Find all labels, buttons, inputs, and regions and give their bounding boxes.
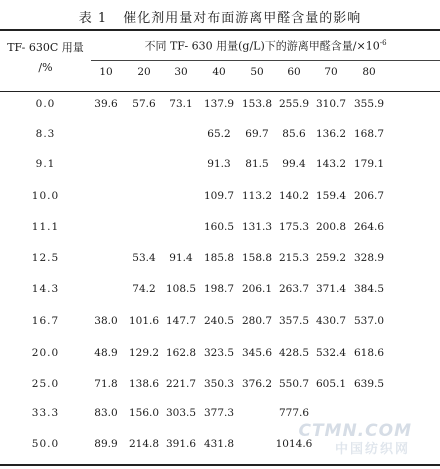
- dose-cell: 16.7: [31, 315, 60, 327]
- table-row: [0, 98, 440, 116]
- dose-cell: 33.3: [31, 407, 60, 419]
- header-sub-rule: [91, 60, 440, 61]
- table-row: [0, 190, 440, 208]
- value-cell: 129.2: [128, 347, 160, 359]
- dose-cell: 12.5: [31, 252, 60, 264]
- value-cell: 175.3: [278, 221, 310, 233]
- value-cell: 74.2: [132, 283, 156, 295]
- value-cell: 159.4: [315, 190, 347, 202]
- value-cell: 345.6: [241, 347, 273, 359]
- value-cell: 83.0: [94, 407, 118, 419]
- column-group-label: 不同 TF- 630 用量(g/L)下的游离甲醛含量/×10: [144, 39, 380, 53]
- dose-cell: 20.0: [31, 347, 60, 359]
- top-rule: [0, 29, 440, 31]
- value-cell: 214.8: [128, 438, 160, 450]
- value-cell: 221.7: [165, 378, 197, 390]
- value-cell: 215.3: [278, 252, 310, 264]
- value-cell: 428.5: [278, 347, 310, 359]
- value-cell: 108.5: [165, 283, 197, 295]
- table-row: [0, 347, 440, 365]
- concentration-header-row: [0, 66, 440, 84]
- value-cell: 140.2: [278, 190, 310, 202]
- bottom-rule: [0, 464, 440, 466]
- concentration-header: 60: [287, 66, 301, 78]
- value-cell: 240.5: [203, 315, 235, 327]
- watermark-subtext: 中国纺织网: [334, 442, 410, 457]
- value-cell: 355.9: [353, 98, 385, 110]
- value-cell: 156.0: [128, 407, 160, 419]
- value-cell: 158.8: [241, 252, 273, 264]
- table-row: [0, 315, 440, 333]
- concentration-header: 40: [212, 66, 226, 78]
- value-cell: 200.8: [315, 221, 347, 233]
- table-row: [0, 438, 440, 456]
- table-row: [0, 378, 440, 396]
- value-cell: 101.6: [128, 315, 160, 327]
- value-cell: 377.3: [203, 407, 235, 419]
- row-header-label: TF- 630C 用量: [7, 41, 84, 54]
- value-cell: 328.9: [353, 252, 385, 264]
- concentration-header: 50: [250, 66, 264, 78]
- value-cell: 91.3: [207, 158, 231, 170]
- concentration-header: 30: [174, 66, 188, 78]
- value-cell: 131.3: [241, 221, 273, 233]
- value-cell: 137.9: [203, 98, 235, 110]
- dose-cell: 11.1: [31, 221, 60, 233]
- value-cell: 259.2: [315, 252, 347, 264]
- value-cell: 85.6: [282, 128, 306, 140]
- table-row: [0, 252, 440, 270]
- dose-cell: 10.0: [31, 190, 60, 202]
- value-cell: 206.1: [241, 283, 273, 295]
- value-cell: 48.9: [94, 347, 118, 359]
- value-cell: 532.4: [315, 347, 347, 359]
- value-cell: 136.2: [315, 128, 347, 140]
- value-cell: 255.9: [278, 98, 310, 110]
- value-cell: 280.7: [241, 315, 273, 327]
- value-cell: 263.7: [278, 283, 310, 295]
- concentration-header: 80: [362, 66, 376, 78]
- value-cell: 537.0: [353, 315, 385, 327]
- table-number: 表 1: [78, 11, 108, 26]
- value-cell: 38.0: [94, 315, 118, 327]
- column-group-header: [91, 34, 440, 54]
- row-header-unit: /%: [38, 61, 53, 74]
- value-cell: 323.5: [203, 347, 235, 359]
- value-cell: 57.6: [132, 98, 156, 110]
- value-cell: 431.8: [203, 438, 235, 450]
- value-cell: 153.8: [241, 98, 273, 110]
- value-cell: 391.6: [165, 438, 197, 450]
- value-cell: 160.5: [203, 221, 235, 233]
- watermark-text: CTMN.COM: [298, 421, 412, 441]
- value-cell: 185.8: [203, 252, 235, 264]
- value-cell: 430.7: [315, 315, 347, 327]
- dose-cell: 8.3: [35, 128, 56, 140]
- value-cell: 73.1: [169, 98, 193, 110]
- value-cell: 91.4: [169, 252, 193, 264]
- value-cell: 168.7: [353, 128, 385, 140]
- value-cell: 71.8: [94, 378, 118, 390]
- value-cell: 179.1: [353, 158, 385, 170]
- value-cell: 109.7: [203, 190, 235, 202]
- table-row: [0, 158, 440, 176]
- value-cell: 618.6: [353, 347, 385, 359]
- value-cell: 65.2: [207, 128, 231, 140]
- dose-cell: 14.3: [31, 283, 60, 295]
- value-cell: 99.4: [282, 158, 306, 170]
- table-row: [0, 221, 440, 239]
- value-cell: 138.6: [128, 378, 160, 390]
- value-cell: 264.6: [353, 221, 385, 233]
- value-cell: 206.7: [353, 190, 385, 202]
- value-cell: 777.6: [278, 407, 310, 419]
- table-row: [0, 128, 440, 146]
- value-cell: 1014.6: [275, 438, 313, 450]
- value-cell: 303.5: [165, 407, 197, 419]
- value-cell: 39.6: [94, 98, 118, 110]
- table-row: [0, 283, 440, 301]
- value-cell: 371.4: [315, 283, 347, 295]
- value-cell: 550.7: [278, 378, 310, 390]
- value-cell: 357.5: [278, 315, 310, 327]
- value-cell: 605.1: [315, 378, 347, 390]
- value-cell: 376.2: [241, 378, 273, 390]
- dose-cell: 0.0: [35, 98, 56, 110]
- value-cell: 113.2: [241, 190, 273, 202]
- dose-cell: 9.1: [35, 158, 56, 170]
- value-cell: 639.5: [353, 378, 385, 390]
- header-rule: [0, 91, 440, 92]
- concentration-header: 70: [324, 66, 338, 78]
- value-cell: 53.4: [132, 252, 156, 264]
- column-group-exponent: -6: [379, 39, 387, 47]
- dose-cell: 25.0: [31, 378, 60, 390]
- value-cell: 143.2: [315, 158, 347, 170]
- value-cell: 198.7: [203, 283, 235, 295]
- value-cell: 69.7: [245, 128, 269, 140]
- value-cell: 162.8: [165, 347, 197, 359]
- value-cell: 384.5: [353, 283, 385, 295]
- value-cell: 350.3: [203, 378, 235, 390]
- value-cell: 310.7: [315, 98, 347, 110]
- dose-cell: 50.0: [31, 438, 60, 450]
- value-cell: 89.9: [94, 438, 118, 450]
- value-cell: 147.7: [165, 315, 197, 327]
- concentration-header: 10: [99, 66, 113, 78]
- value-cell: 81.5: [245, 158, 269, 170]
- table-row: [0, 407, 440, 425]
- concentration-header: 20: [137, 66, 151, 78]
- table-title: 催化剂用量对布面游离甲醛含量的影响: [123, 11, 362, 26]
- table-caption: [0, 7, 440, 25]
